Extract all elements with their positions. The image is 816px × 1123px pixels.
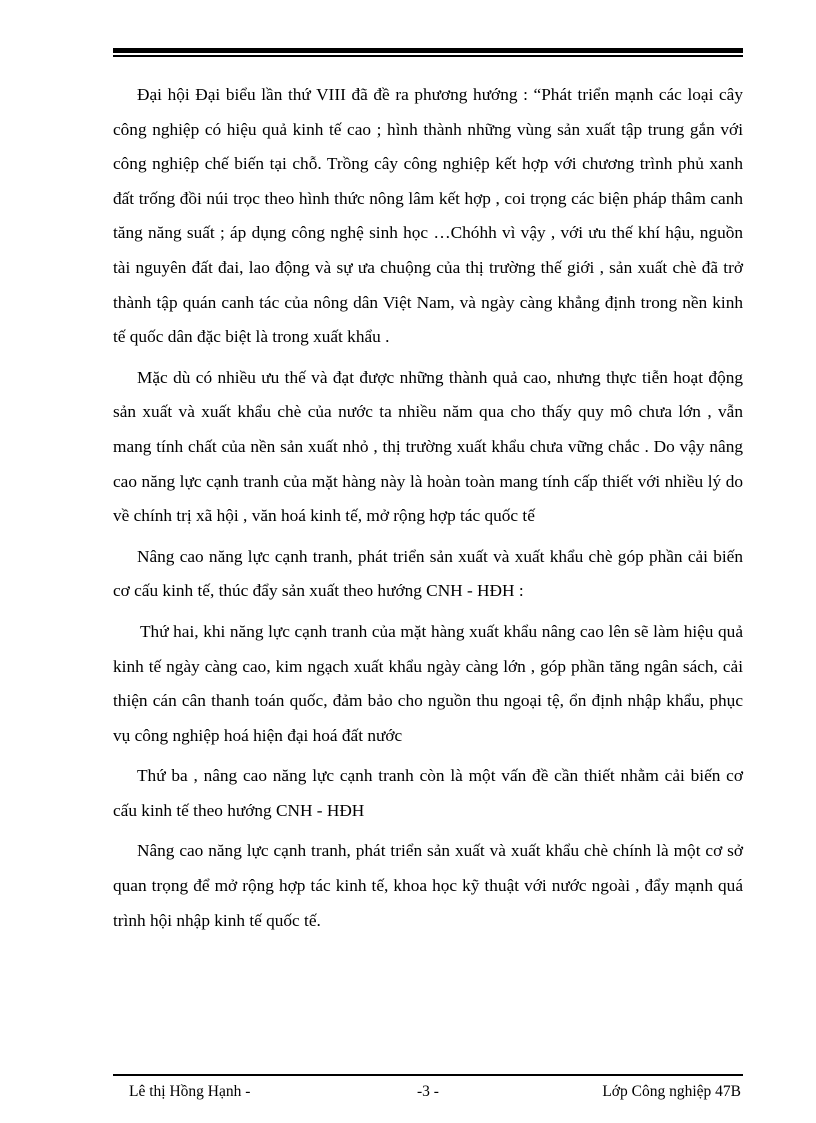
header-rule-thick [113, 48, 743, 53]
paragraph-6: Nâng cao năng lực cạnh tranh, phát triển sản xuất và xuất khẩu chè chính là một cơ sở quan trọng để mở rộng hợp tác kinh tế, khoa học kỹ thuật với nước ngoài , đẩy mạnh quá trình hội nhập kinh tế quốc tế. [113, 841, 743, 930]
document-body [113, 78, 743, 944]
footer-class-name: Lớp Công nghiệp 47B [602, 1083, 741, 1100]
footer-author: Lê thị Hồng Hạnh - [129, 1083, 251, 1100]
paragraph-4: Thứ hai, khi năng lực cạnh tranh của mặt hàng xuất khẩu nâng cao lên sẽ làm hiệu quả kinh tế ngày càng cao, kim ngạch xuất khẩu ngày càng lớn , góp phần tăng ngân sách, cải thiện cán cân thanh toán quốc, đảm bảo cho nguồn thu ngoại tệ, ổn định nhập khẩu, phục vụ công nghiệp hoá hiện đại hoá đất nước [113, 621, 743, 745]
paragraph-3: Nâng cao năng lực cạnh tranh, phát triển sản xuất và xuất khẩu chè góp phần cải biến cơ cấu kinh tế, thúc đẩy sản xuất theo hướng CNH - HĐH : [113, 546, 743, 601]
paragraph-1: Đại hội Đại biểu lần thứ VIII đã đề ra phương hướng : “Phát triển mạnh các loại cây công nghiệp có hiệu quả kinh tế cao ; hình thành những vùng sản xuất tập trung gắn với công nghiệp chế biến tại chỗ. Trồng cây công nghiệp kết hợp với chương trình phủ xanh đất trống đồi núi trọc theo hình thức nông lâm kết hợp , coi trọng các biện pháp thâm canh tăng năng suất ; áp dụng công nghệ sinh học …Chóhh vì vậy , với ưu thế khí hậu, nguồn tài nguyên đất đai, lao động và sự ưa chuộng của thị trường thế giới , sản xuất chè đã trở thành tập quán canh tác của nông dân Việt Nam, và ngày càng khẳng định trong nền kinh tế quốc dân đặc biệt là trong xuất khẩu . [113, 85, 743, 347]
footer-page-number: -3 - [417, 1083, 439, 1100]
header-double-rule [113, 48, 743, 57]
footer-rule [113, 1074, 743, 1076]
paragraph-5: Thứ ba , nâng cao năng lực cạnh tranh còn là một vấn đề cần thiết nhằm cải biến cơ cấu kinh tế theo hướng CNH - HĐH [113, 766, 743, 820]
header-rule-thin [113, 55, 743, 57]
page-footer [113, 1080, 743, 1104]
paragraph-2: Mặc dù có nhiều ưu thế và đạt được những thành quả cao, nhưng thực tiễn hoạt động sản xuất và xuất khẩu chè của nước ta nhiều năm qua cho thấy quy mô chưa lớn , vẫn mang tính chất của nền sản xuất nhỏ , thị trường xuất khẩu chưa vững chắc . Do vậy nâng cao năng lực cạnh tranh của mặt hàng này là hoàn toàn mang tính cấp thiết với nhiều lý do về chính trị xã hội , văn hoá kinh tế, mở rộng hợp tác quốc tế [113, 367, 743, 526]
